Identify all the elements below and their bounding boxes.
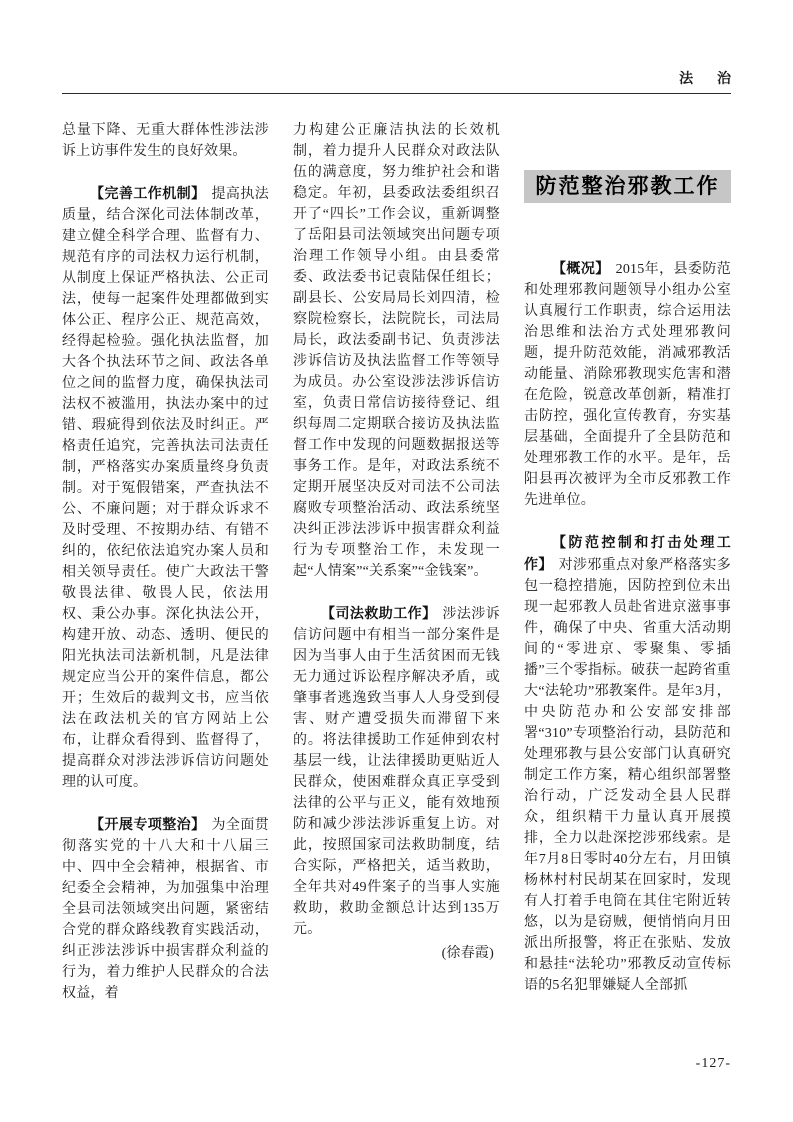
section-body: 提高执法质量，结合深化司法体制改革，建立健全科学合理、监督有力、规范有序的司法权力运行机制，从制度上保证严格执法、公正司法，使每一起案件处理都做到实体公正、程序公正、规范高效，经得起检验。强化执法监督，加大各个执法环节之间、政法各单位之间的监督力度，确保执法司法权不被滥用，执法办案中的过错、瑕疵得到依法及时纠正。严格责任追究，完善执法司法责任制，严格落实办案质量终身负责制。对于冤假错案，严查执法不公、不廉问题；对于群众诉求不及时受理、不按期办结、有错不纠的，依纪依法追究办案人员和相关领导责任。使广大政法干警敬畏法律、敬畏人民，依法用权、秉公办事。深化执法公开，构建开放、动态、透明、便民的阳光执法司法新机制，凡是法律规定应当公开的案件信息，都公开；生效后的裁判文书，应当依法在政法机关的官方网站上公布，让群众看得到、监督得了，提高群众对涉法涉诉信访问题处理的认可度。 [62,187,270,790]
section-body: 涉法涉诉信访问题中有相当一部分案件是因为当事人由于生活贫困而无钱无力通过诉讼程序解决矛盾，或肇事者逃逸致当事人人身受到侵害、财产遭受损失而滞留下来的。将法律援助工作延伸到农村基层一线，让法律援助更贴近人民群众，使困难群众真正享受到法律的公平与正义，能有效地预防和减少涉法涉诉重复上访。对此，按照国家司法救助制度，结合实际，严格把关，适当救助，全年共对49件案子的当事人实施救助，救助金额总计达到135万元。 [293,607,501,937]
running-head [62,68,741,94]
continuation-paragraph [293,120,500,582]
page-number: -127- [695,1056,731,1071]
paragraph-text: 力构建公正廉洁执法的长效机制，着力提升人民群众对政法队伍的满意度，努力维护社会和谐稳定。年初，县委政法委组织召开了“四长”工作会议，重新调整了岳阳县司法领域突出问题专项治理工作领导小组。由县委常委、政法委书记袁陆保任组长；副县长、公安局局长刘四清，检察院检察长，法院院长，司法局局长，政法委副书记、负责涉法涉诉信访及执法监督工作等领导为成员。办公室设涉法涉诉信访室，负责日常信访接待登记、组织每周二定期联合接访及执法监督工作中发现的问题数据报送等事务工作。是年，对政法系统不定期开展坚决反对司法不公司法腐败专项整治活动、政法系统坚决纠正涉法涉诉中损害群众利益行为专项整治工作，未发现一起“人情案”“关系案”“金钱案”。 [293,123,500,579]
column-3 [524,120,731,1058]
section-body: 对涉邪重点对象严格落实多包一稳控措施，因防控到位未出现一起邪教人员赴省进京滋事事件，确保了中央、省重大活动期间的“零进京、零聚集、零插播”三个零指标。破获一起跨省重大“法轮功”邪教案件。是年3月，中央防范办和公安部安排部署“310”专项整治行动，县防范和处理邪教与县公安部门认真研究制定工作方案，精心组织部署整治行动，广泛发动全县人民群众，组织精干力量认真开展摸排，全力以赴深挖涉邪线索。是年7月8日零时40分左右，月田镇杨林村村民胡某在回家时，发现有人打着手电筒在其住宅附近转悠，以为是窃贼，便悄悄向月田派出所报警，将正在张贴、发放和悬挂“法轮功”邪教反动宣传标语的5名犯罪嫌疑人全部抓 [524,558,731,993]
section-title: 【开展专项整治】 [90,816,206,832]
section-title: 【司法救助工作】 [321,605,437,621]
column-1 [62,120,269,1058]
text-columns [62,120,731,1058]
section-paragraph [524,258,731,511]
article-title-box: 防范整治邪教工作 [524,170,731,203]
continuation-paragraph [62,120,269,162]
section-paragraph [524,532,731,996]
paragraph-text: 总量下降、无重大群体性涉法涉诉上访事件发生的良好效果。 [62,123,269,159]
section-body: 2015年，县委防范和处理邪教问题领导小组办公室认真履行工作职责，综合运用法治思维和法治方式处理邪教问题，提升防范效能，消减邪教活动能量、消除邪教现实危害和潜在危险，锐意改革创新，精准打击防控，强化宣传教育，夯实基层基础，全面提升了全县防范和处理邪教工作的水平。是年，岳阳县再次被评为全市反邪教工作先进单位。 [524,262,731,508]
section-title: 【完善工作机制】 [90,185,206,201]
section-title: 【概况】 [552,260,610,276]
section-title: 【防范控制和打击处理工作】 [524,534,731,572]
section-paragraph [62,183,269,793]
section-paragraph [293,603,500,940]
section-body: 为全面贯彻落实党的十八大和十八届三中、四中全会精神，根据省、市纪委全会精神，为加强集中治理全县司法领域突出问题，紧密结合党的群众路线教育实践活动，纠正涉法涉诉中损害群众利益的行为，着力维护人民群众的合法权益，着 [62,818,270,1001]
byline: (徐春霞) [441,946,494,961]
section-paragraph [62,814,269,1004]
page-header-label: 法 治 [679,70,741,86]
column-2 [293,120,500,1058]
